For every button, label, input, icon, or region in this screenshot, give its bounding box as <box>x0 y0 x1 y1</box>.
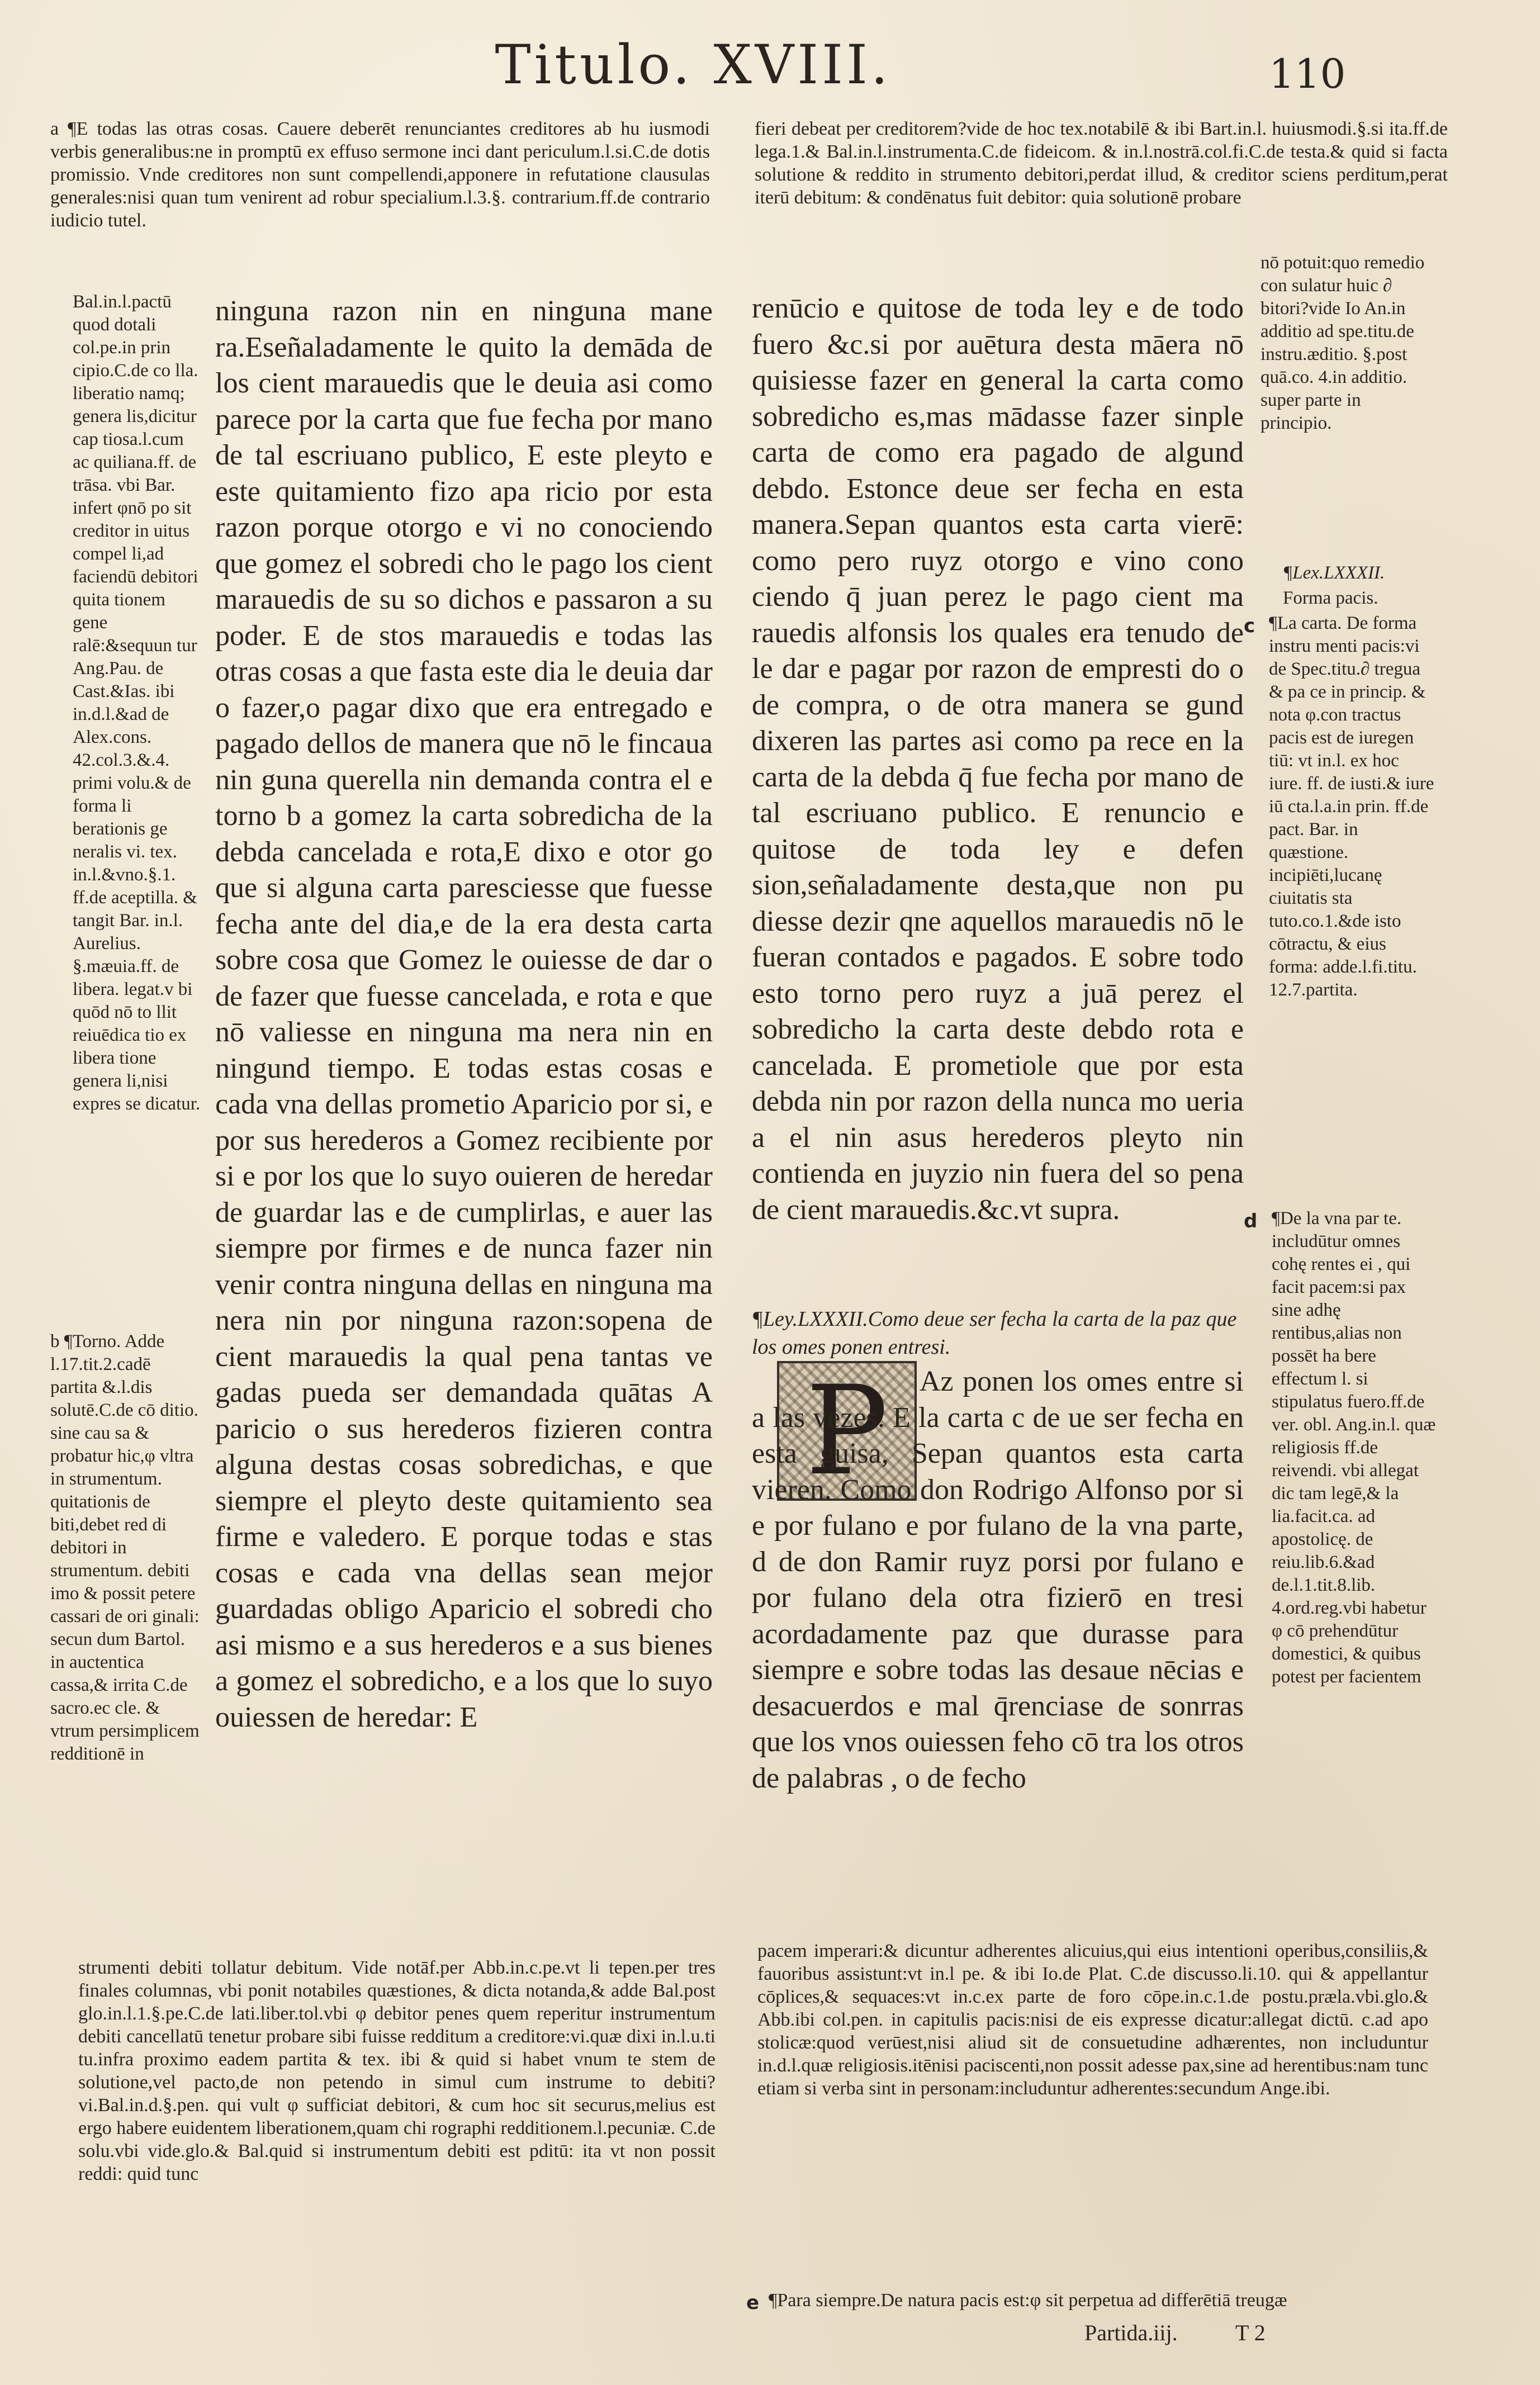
gloss-top-right: fieri debeat per creditorem?vide de hoc tex.notabilē & ibi Bart.in.l. huiusmodi.§.si ita.ff.de lega.1.& Bal.in.l.instrumenta.C.de fideicom. & in.l.nostrā.col.fi.C.de testa.& quid si facta solutione & reddito in strumento debitori,perdat illud, & creditor sciens perditum,perat iterū debitum: & condēnatus fuit debitor: quia solutionē probare <box>755 118 1448 208</box>
gloss-bottom-left: strumenti debiti tollatur debitum. Vide notāf.per Abb.in.c.pe.vt li tepen.per tres finales columnas, vbi ponit notabiles quæstiones, & dicta notanda,& adde Bal.post glo.in.l.1.§.pe.C.de lati.liber.tol.vbi φ debitor penes quem reperitur instrumentum debiti cancellatū tenetur probare sibi fuisse redditum a creditore:vi.quæ dixi in.l.u.ti tu.infra proximo eadem partita & tex. ibi & quid si habet vnum te stem de solutione,vel pacto,de non petendo in simul cum instrume to debiti?vi.Bal.in.d.§.pen. qui vult φ sufficiat debitori, & cum hoc sit securus,melius est ergo habere euidentem liberationem,quam chi rographi redditionem.l.pecuniæ. C.de solu.vbi vide.glo.& Bal.quid si instrumentum debiti est pditū: ita vt non possit reddi: quid tunc <box>78 1957 715 2184</box>
gloss-margin-upper: nō potuit:quo remedio con sulatur huic ∂ bitori?vide Io An.in additio ad spe.titu.de instru.æditio. §.post quā.co. 4.in additio. super parte in principio. <box>1261 253 1425 433</box>
gloss-margin-c: ¶La carta. De forma instru menti pacis:vi de Spec.titu.∂ tregua & pa ce in princip. & nota φ.con tractus pacis est de iuregen tiū: vt in.l. ex hoc iure. ff. de iusti.& iure iū cta.l.a.in prin. ff.de pact. Bar. in quæstione. incipiēti,lucanę ciuitatis sta tuto.co.1.&de isto cōtractu, & eius forma: adde.l.fi.titu. 12.7.partita. <box>1269 613 1434 1000</box>
running-title: Titulo. XVIII. <box>495 34 892 96</box>
gloss-a-top: a ¶E todas las otras cosas. Cauere deberēt renunciantes creditores ab hu iusmodi verbis generalibus:ne in promptū ex effuso sermone inci dant periculum.l.si.C.de dotis promissio. Vnde creditores non sunt compellendi,apponere in refutatione clausulas generales:nisi quan tum venirent ad robur specialium.l.3.§. contrarium.ff.de contrario iudicio tutel. <box>50 118 710 231</box>
marker-d: d <box>1244 1210 1258 1232</box>
right-body-text-bottom: Az ponen los omes entre si a las vezes. E la carta c de ue ser fecha en esta guisa, Sepan quantos esta carta vieren. Como don Rodrigo Alfonso por si e por fulano e por fulano de la vna parte, d de don Ramir ruyz porsi por fulano e por fulano dela otra fizierō en tresi acordadamente paz que durasse para siempre e sobre todas las desaue nēcias e desacuerdos e mal q̄renciase de sonrras que los vnos ouiessen feho cō tra los otros de palabras , o de fecho <box>752 1365 1244 1794</box>
gloss-margin-d: ¶De la vna par te. includūtur omnes cohę rentes ei , qui facit pacem:si pax sine adhę rentibus,alias non possēt ha bere effectum l. si stipulatus fuero.ff.de ver. obl. Ang.in.l. quæ religiosis ff.de reivendi. vbi allegat dic tam legē,& la lia.facit.ca. ad apostolicę. de reiu.lib.6.&ad de.l.1.tit.8.lib. 4.ord.reg.vbi habetur φ cō prehendūtur domestici, & quibus potest per facientem <box>1272 1208 1436 1687</box>
initial-letter: P <box>805 1359 889 1502</box>
signature-mark: T 2 <box>1235 2320 1266 2345</box>
gloss-margin-forma: Forma pacis. <box>1283 588 1378 608</box>
folio-number: 110 <box>1269 50 1346 97</box>
law-heading: ¶Ley.LXXXII.Como deue ser fecha la carta de la paz que los omes ponen entresi. <box>752 1307 1237 1359</box>
marker-c: c <box>1244 615 1255 637</box>
right-body-text-top: renūcio e quitose de toda ley e de todo fuero &c.si por auētura desta māera nō quisiesse fazer en general la carta como sobredicho es,mas mādasse fazer sinple carta de como era pagado de algund debdo. Estonce deue ser fecha en esta manera.Sepan quantos esta carta vierē: como pero ruyz otorgo e vino cono ciendo q̄ juan perez le pago cient ma rauedis alfonsis los quales era tenudo de le dar e pagar por razon de empresti do o de compra, o de otra manera se gund dixeren las partes asi como pa rece en la carta de la debda q̄ fue fecha por mano de tal escriuano publico. E renuncio e quitose de toda ley e defen sion,señaladamente desta,que non pu diesse dezir qne aquellos marauedis nō le fueran contados e pagados. E sobre todo esto torno pero ruyz a juā perez el sobredicho la carta deste debdo rota e cancelada. E prometiole que por esta debda nin por razon della nunca mo ueria a el nin asus herederos pleyto nin contienda en juyzio nin fuera del so pena de cient marauedis.&c.vt supra. <box>752 292 1244 1226</box>
gloss-margin-lex: ¶Lex.LXXXII. <box>1283 563 1385 583</box>
gloss-e-footer: ¶Para siempre.De natura pacis est:φ sit perpetua ad differētiā treugæ <box>769 2290 1287 2311</box>
partida-label: Partida.iij. <box>1084 2320 1178 2345</box>
gloss-b-margin: b ¶Torno. Adde l.17.tit.2.cadē partita &.l.dis solutē.C.de cō ditio. sine cau sa & probatur hic,φ vltra in strumentum. quitationis de biti,debet red di debitori in strumentum. debiti imo & possit petere cassari de ori ginali: secun dum Bartol. in auctentica cassa,& irrita C.de sacro.ec cle. & vtrum persimplicem redditionē in <box>50 1331 200 1764</box>
gloss-a-margin: Bal.in.l.pactū quod dotali col.pe.in prin cipio.C.de co lla. liberatio namq; genera lis,dicitur cap tiosa.l.cum ac quiliana.ff. de trāsa. vbi Bar. infert φnō po sit creditor in uitus compel li,ad faciendū debitori quita tionem gene ralē:&sequun tur Ang.Pau. de Cast.&Ias. ibi in.d.l.&ad de Alex.cons. 42.col.3.&.4. primi volu.& de forma li berationis ge neralis vi. tex. in.l.&vno.§.1. ff.de aceptilla. & tangit Bar. in.l. Aurelius. §.mæuia.ff. de libera. legat.v bi quōd nō to llit reiuēdica tio ex libera tione genera li,nisi expres se dicatur. <box>73 292 201 1114</box>
gloss-bottom-right: pacem imperari:& dicuntur adherentes alicuius,qui eius intentioni operibus,consiliis,& fauoribus assistunt:vt in.l pe. & ibi Io.de Plat. C.de discusso.li.10. qui & appellantur cōplices,& sequaces:vt in.c.ex parte de foro cōpe.in.c.1.de postu.præla.vbi.glo.& Abb.ibi col.pen. in capitulis pacis:nisi de eis expresse dicatur:allegat dictū. c.ad apo stolicæ:quod verūest,nisi aliud sit de consuetudine adhærentes, non includuntur in.d.l.quæ religiosis.itēnisi paciscenti,non possit adesse pax,sine ad herentibus:nam tunc etiam si verba sint in personam:includuntur adherentes:secundum Ange.ibi. <box>757 1941 1428 2099</box>
left-body-text: ninguna razon nin en ninguna mane ra.Eseñaladamente le quito la demāda de los cient marauedis que le deuia asi como parece por la carta que fue fecha por mano de tal escriuano publico, E este pleyto e este quitamiento fizo apa ricio por esta razon porque otorgo e vi no conociendo que gomez el sobredi cho le pago los cient marauedis de su so dichos e passaron a su poder. E de stos marauedis e todas las otras cosas a que fasta este dia le deuia dar o fazer,o pagar dixo que era entregado e pagado dellos de manera que nō le fincaua nin guna querella nin demanda contra el e torno b a gomez la carta sobredicha de la debda cancelada e rota,E dixo e otor go que si alguna carta paresciesse que fuesse fecha ante del dia,e de la era desta carta sobre cosa que Gomez le ouiesse de dar o de fazer que fuesse cancelada, e rota e que nō valiesse en ninguna ma nera nin en ningund tiempo. E todas estas cosas e cada vna dellas prometio Aparicio por si, e por sus herederos a Gomez recibiente por si e por los que lo suyo ouieren de heredar de guardar las e de cumplirlas, e auer las siempre por firmes e de nunca fazer nin venir contra ninguna dellas en ninguna ma nera nin por ninguna razon:sopena de cient marauedis la qual pena tantas ve gadas pueda ser demandada quātas A paricio o sus herederos fizieren contra alguna destas cosas sobredichas, e que siempre el pleyto deste quitamiento sea firme e valedero. E porque todas e stas cosas e cada vna dellas sean mejor guardadas obligo Aparicio el sobredi cho asi mismo e a sus herederos e a sus bienes a gomez el sobredicho, e a los que lo suyo ouiessen de heredar: E <box>215 295 713 1733</box>
marker-e: e <box>746 2292 760 2314</box>
